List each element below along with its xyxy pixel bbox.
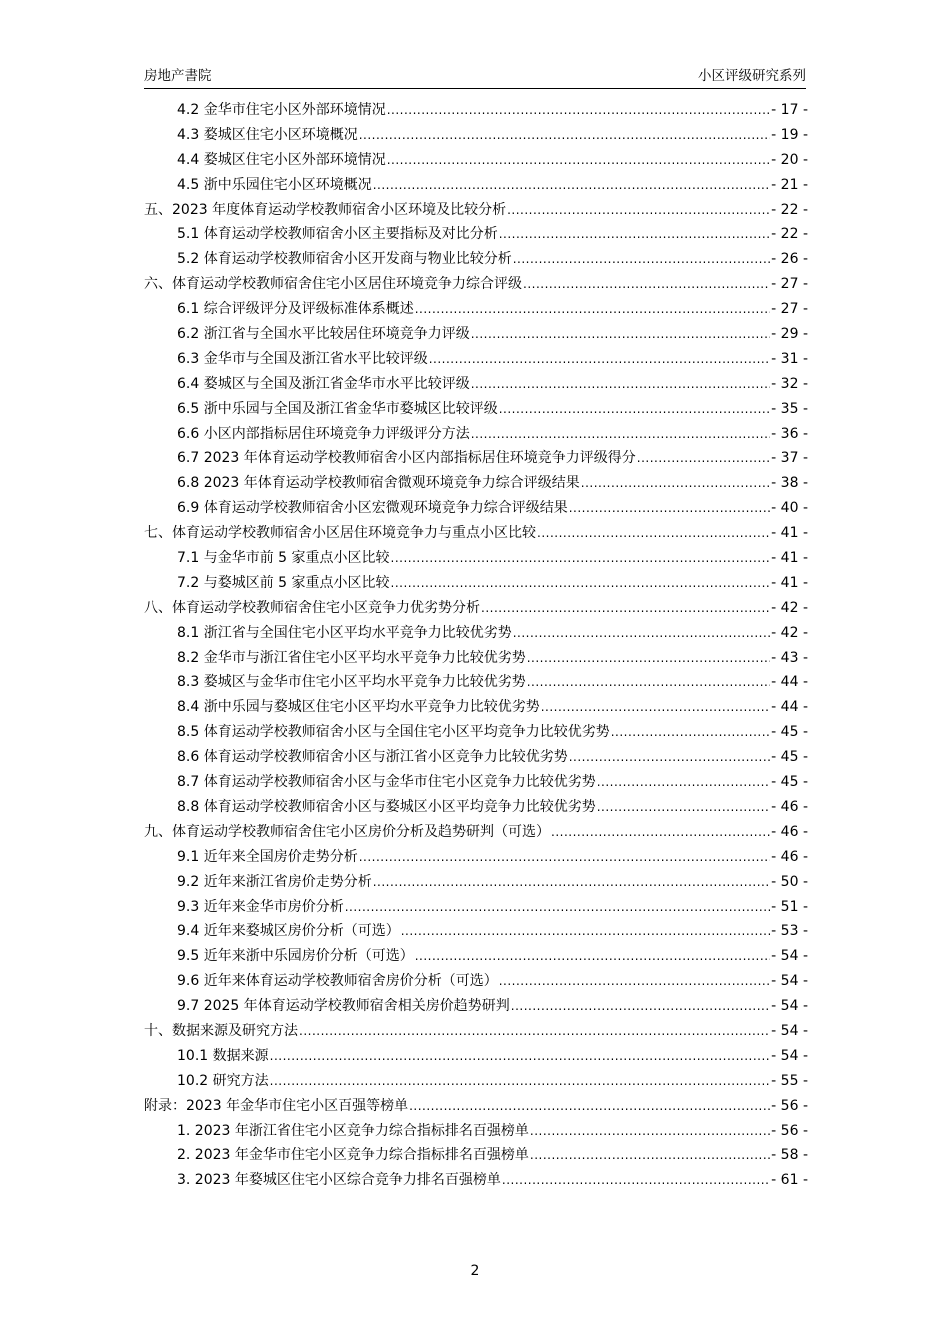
toc-entry-label: 6.2 浙江省与全国水平比较居住环境竞争力评级 (177, 326, 470, 343)
toc-entry-page: - 61 - (771, 1172, 808, 1189)
toc-section-entry[interactable] (144, 173, 808, 198)
toc-entry-label: 五、2023 年度体育运动学校教师宿舍小区环境及比较分析 (144, 201, 507, 218)
toc-entry-label: 8.8 体育运动学校教师宿舍小区与婺城区小区平均竞争力比较优劣势 (177, 798, 596, 815)
toc-entry-label: 6.4 婺城区与全国及浙江省金华市水平比较评级 (177, 375, 470, 392)
toc-entry-label: 6.7 2023 年体育运动学校教师宿舍小区内部指标居住环境竞争力评级得分 (177, 450, 636, 467)
toc-entry-page: - 44 - (771, 699, 808, 716)
toc-entry-page: - 56 - (771, 1122, 808, 1139)
toc-section-entry[interactable] (144, 720, 808, 745)
toc-entry-label: 9.7 2025 年体育运动学校教师宿舍相关房价趋势研判 (177, 998, 510, 1015)
toc-entry-page: - 38 - (771, 475, 808, 492)
toc-leader-dots (359, 845, 770, 870)
toc-section-entry[interactable] (144, 347, 808, 372)
toc-entry-label: 6.1 综合评级评分及评级标准体系概述 (177, 301, 414, 318)
toc-leader-dots (359, 123, 770, 148)
toc-section-entry[interactable] (144, 1168, 808, 1193)
toc-entry-page: - 58 - (771, 1147, 808, 1164)
toc-section-entry[interactable] (144, 695, 808, 720)
toc-leader-dots (299, 1019, 770, 1044)
toc-section-entry[interactable] (144, 919, 808, 944)
toc-entry-page: - 54 - (771, 1047, 808, 1064)
toc-section-entry[interactable] (144, 1044, 808, 1069)
toc-leader-dots (569, 496, 770, 521)
toc-entry-label: 1. 2023 年浙江省住宅小区竞争力综合指标排名百强榜单 (177, 1122, 529, 1139)
toc-entry-label: 4.2 金华市住宅小区外部环境情况 (177, 102, 386, 118)
toc-entry-page: - 29 - (771, 326, 808, 343)
toc-entry-label: 3. 2023 年婺城区住宅小区综合竞争力排名百强榜单 (177, 1172, 501, 1189)
toc-chapter-entry[interactable] (144, 596, 808, 621)
toc-leader-dots (499, 969, 770, 994)
toc-entry-page: - 54 - (771, 973, 808, 990)
toc-leader-dots (499, 222, 770, 247)
toc-leader-dots (471, 322, 770, 347)
toc-leader-dots (471, 422, 770, 447)
toc-leader-dots (523, 272, 770, 297)
toc-leader-dots (481, 596, 770, 621)
toc-entry-page: - 50 - (771, 873, 808, 890)
toc-entry-label: 4.5 浙中乐园住宅小区环境概况 (177, 176, 372, 193)
toc-entry-label: 七、体育运动学校教师宿舍小区居住环境竞争力与重点小区比较 (144, 525, 536, 542)
toc-section-entry[interactable] (144, 1069, 808, 1094)
toc-entry-label: 6.6 小区内部指标居住环境竞争力评级评分方法 (177, 425, 470, 442)
toc-entry-page: - 54 - (771, 948, 808, 965)
toc-entry-label: 10.1 数据来源 (177, 1047, 269, 1064)
toc-leader-dots (415, 297, 770, 322)
toc-leader-dots (401, 919, 770, 944)
toc-leader-dots (551, 820, 770, 845)
toc-section-entry[interactable] (144, 446, 808, 471)
toc-entry-page: - 45 - (771, 724, 808, 741)
toc-leader-dots (270, 1044, 771, 1069)
toc-section-entry[interactable] (144, 372, 808, 397)
toc-section-entry[interactable] (144, 994, 808, 1019)
toc-leader-dots (569, 745, 770, 770)
toc-entry-page: - 45 - (771, 774, 808, 791)
toc-entry-page: - 42 - (771, 599, 808, 616)
toc-entry-label: 十、数据来源及研究方法 (144, 1022, 298, 1039)
toc-section-entry[interactable] (144, 297, 808, 322)
toc-leader-dots (541, 695, 770, 720)
toc-section-entry[interactable] (144, 546, 808, 571)
toc-leader-dots (611, 720, 770, 745)
toc-entry-page: - 55 - (771, 1072, 808, 1089)
toc-leader-dots (387, 98, 770, 123)
toc-section-entry[interactable] (144, 148, 808, 173)
toc-leader-dots (511, 994, 770, 1019)
toc-entry-page: - 41 - (771, 525, 808, 542)
toc-entry-label: 5.2 体育运动学校教师宿舍小区开发商与物业比较分析 (177, 251, 512, 268)
toc-entry-label: 9.2 近年来浙江省房价走势分析 (177, 873, 372, 890)
toc-section-entry[interactable] (144, 670, 808, 695)
toc-entry-page: - 42 - (771, 624, 808, 641)
toc-leader-dots (270, 1069, 771, 1094)
toc-section-entry[interactable] (144, 1119, 808, 1144)
toc-entry-page: - 54 - (771, 1022, 808, 1039)
toc-entry-page: - 46 - (771, 848, 808, 865)
toc-leader-dots (527, 646, 770, 671)
toc-leader-dots (637, 446, 770, 471)
toc-leader-dots (597, 795, 770, 820)
toc-leader-dots (530, 1143, 770, 1168)
toc-entry-page: - 43 - (771, 649, 808, 666)
toc-entry-label: 八、体育运动学校教师宿舍住宅小区竞争力优劣势分析 (144, 599, 480, 616)
toc-entry-label: 5.1 体育运动学校教师宿舍小区主要指标及对比分析 (177, 226, 498, 243)
toc-entry-page: - 36 - (771, 425, 808, 442)
toc-leader-dots (513, 621, 770, 646)
toc-entry-label: 4.4 婺城区住宅小区外部环境情况 (177, 151, 386, 168)
toc-leader-dots (527, 670, 770, 695)
toc-entry-label: 六、体育运动学校教师宿舍住宅小区居住环境竞争力综合评级 (144, 276, 522, 293)
toc-section-entry[interactable] (144, 471, 808, 496)
toc-entry-page: - 19 - (771, 126, 808, 143)
toc-leader-dots (513, 247, 770, 272)
toc-entry-page: - 32 - (771, 375, 808, 392)
toc-entry-label: 8.6 体育运动学校教师宿舍小区与浙江省小区竞争力比较优劣势 (177, 749, 568, 766)
toc-entry-page: - 20 - (771, 151, 808, 168)
toc-entry-label: 6.8 2023 年体育运动学校教师宿舍微观环境竞争力综合评级结果 (177, 475, 580, 492)
toc-leader-dots (409, 1094, 770, 1119)
toc-section-entry[interactable] (144, 123, 808, 148)
toc-entry-page: - 56 - (771, 1097, 808, 1114)
toc-chapter-entry[interactable] (144, 1019, 808, 1044)
toc-entry-page: - 41 - (771, 574, 808, 591)
toc-leader-dots (581, 471, 770, 496)
toc-entry-label: 9.1 近年来全国房价走势分析 (177, 848, 358, 865)
toc-leader-dots (373, 870, 770, 895)
toc-section-entry[interactable] (144, 247, 808, 272)
toc-leader-dots (387, 148, 770, 173)
toc-entry-page: - 22 - (771, 201, 808, 218)
toc-section-entry[interactable] (144, 770, 808, 795)
toc-entry-label: 8.3 婺城区与金华市住宅小区平均水平竞争力比较优劣势 (177, 674, 526, 691)
toc-entry-page: - 31 - (771, 350, 808, 367)
toc-entry-label: 4.3 婺城区住宅小区环境概况 (177, 126, 358, 143)
toc-leader-dots (415, 944, 770, 969)
toc-entry-page: - 44 - (771, 674, 808, 691)
toc-leader-dots (391, 571, 771, 596)
toc-entry-page: - 35 - (771, 400, 808, 417)
page-header (144, 64, 806, 89)
toc-entry-page: - 54 - (771, 998, 808, 1015)
toc-section-entry[interactable] (144, 496, 808, 521)
toc-chapter-entry[interactable] (144, 1094, 808, 1119)
toc-section-entry[interactable] (144, 845, 808, 870)
toc-entry-page: - 27 - (771, 301, 808, 318)
toc-section-entry[interactable] (144, 969, 808, 994)
toc-leader-dots (507, 198, 770, 223)
toc-leader-dots (373, 173, 770, 198)
toc-section-entry[interactable] (144, 870, 808, 895)
toc-entry-page: - 45 - (771, 749, 808, 766)
toc-entry-page: - 21 - (771, 176, 808, 193)
toc-section-entry[interactable] (144, 795, 808, 820)
toc-entry-page: - 51 - (771, 898, 808, 915)
toc-entry-label: 9.4 近年来婺城区房价分析（可选） (177, 923, 400, 940)
toc-leader-dots (429, 347, 770, 372)
toc-leader-dots (391, 546, 771, 571)
toc-entry-label: 7.1 与金华市前 5 家重点小区比较 (177, 550, 390, 567)
toc-section-entry[interactable] (144, 646, 808, 671)
toc-entry-page: - 37 - (771, 450, 808, 467)
toc-entry-page: - 27 - (771, 276, 808, 293)
toc-section-entry[interactable] (144, 322, 808, 347)
toc-entry-page: - 22 - (771, 226, 808, 243)
toc-entry-label: 8.4 浙中乐园与婺城区住宅小区平均水平竞争力比较优劣势 (177, 699, 540, 716)
toc-entry-page: - 41 - (771, 550, 808, 567)
toc-entry-label: 9.5 近年来浙中乐园房价分析（可选） (177, 948, 414, 965)
toc-entry-label: 6.5 浙中乐园与全国及浙江省金华市婺城区比较评级 (177, 400, 498, 417)
toc-leader-dots (471, 372, 770, 397)
table-of-contents (144, 98, 808, 1193)
toc-entry-label: 8.1 浙江省与全国住宅小区平均水平竞争力比较优劣势 (177, 624, 512, 641)
toc-chapter-entry[interactable] (144, 272, 808, 297)
toc-chapter-entry[interactable] (144, 820, 808, 845)
toc-entry-label: 8.2 金华市与浙江省住宅小区平均水平竞争力比较优劣势 (177, 649, 526, 666)
toc-section-entry[interactable] (144, 571, 808, 596)
header-series-title: 小区评级研究系列 (698, 68, 806, 84)
toc-section-entry[interactable] (144, 422, 808, 447)
toc-entry-page: - 17 - (771, 102, 808, 118)
toc-leader-dots (499, 397, 770, 422)
toc-leader-dots (530, 1119, 770, 1144)
toc-entry-label: 6.3 金华市与全国及浙江省水平比较评级 (177, 350, 428, 367)
toc-entry-page: - 46 - (771, 823, 808, 840)
toc-leader-dots (345, 895, 770, 920)
toc-entry-label: 8.5 体育运动学校教师宿舍小区与全国住宅小区平均竞争力比较优劣势 (177, 724, 610, 741)
toc-entry-label: 10.2 研究方法 (177, 1072, 269, 1089)
toc-entry-page: - 53 - (771, 923, 808, 940)
toc-section-entry[interactable] (144, 1143, 808, 1168)
toc-entry-label: 9.3 近年来金华市房价分析 (177, 898, 344, 915)
toc-chapter-entry[interactable] (144, 521, 808, 546)
toc-chapter-entry[interactable] (144, 198, 808, 223)
toc-section-entry[interactable] (144, 895, 808, 920)
page-number: 2 (470, 1263, 480, 1279)
toc-section-entry[interactable] (144, 745, 808, 770)
toc-entry-label: 6.9 体育运动学校教师宿舍小区宏微观环境竞争力综合评级结果 (177, 500, 568, 517)
toc-leader-dots (537, 521, 770, 546)
toc-entry-page: - 40 - (771, 500, 808, 517)
toc-section-entry[interactable] (144, 222, 808, 247)
toc-entry-label: 附录：2023 年金华市住宅小区百强等榜单 (144, 1097, 409, 1114)
toc-leader-dots (597, 770, 770, 795)
toc-section-entry[interactable] (144, 621, 808, 646)
toc-section-entry[interactable] (144, 98, 808, 123)
toc-entry-page: - 46 - (771, 798, 808, 815)
toc-entry-label: 九、体育运动学校教师宿舍住宅小区房价分析及趋势研判（可选） (144, 823, 550, 840)
toc-entry-label: 7.2 与婺城区前 5 家重点小区比较 (177, 574, 390, 591)
header-publisher: 房地产書院 (144, 68, 212, 84)
toc-section-entry[interactable] (144, 397, 808, 422)
toc-leader-dots (502, 1168, 770, 1193)
toc-entry-label: 8.7 体育运动学校教师宿舍小区与金华市住宅小区竞争力比较优劣势 (177, 774, 596, 791)
toc-section-entry[interactable] (144, 944, 808, 969)
toc-entry-label: 2. 2023 年金华市住宅小区竞争力综合指标排名百强榜单 (177, 1147, 529, 1164)
toc-entry-page: - 26 - (771, 251, 808, 268)
toc-entry-label: 9.6 近年来体育运动学校教师宿舍房价分析（可选） (177, 973, 498, 990)
